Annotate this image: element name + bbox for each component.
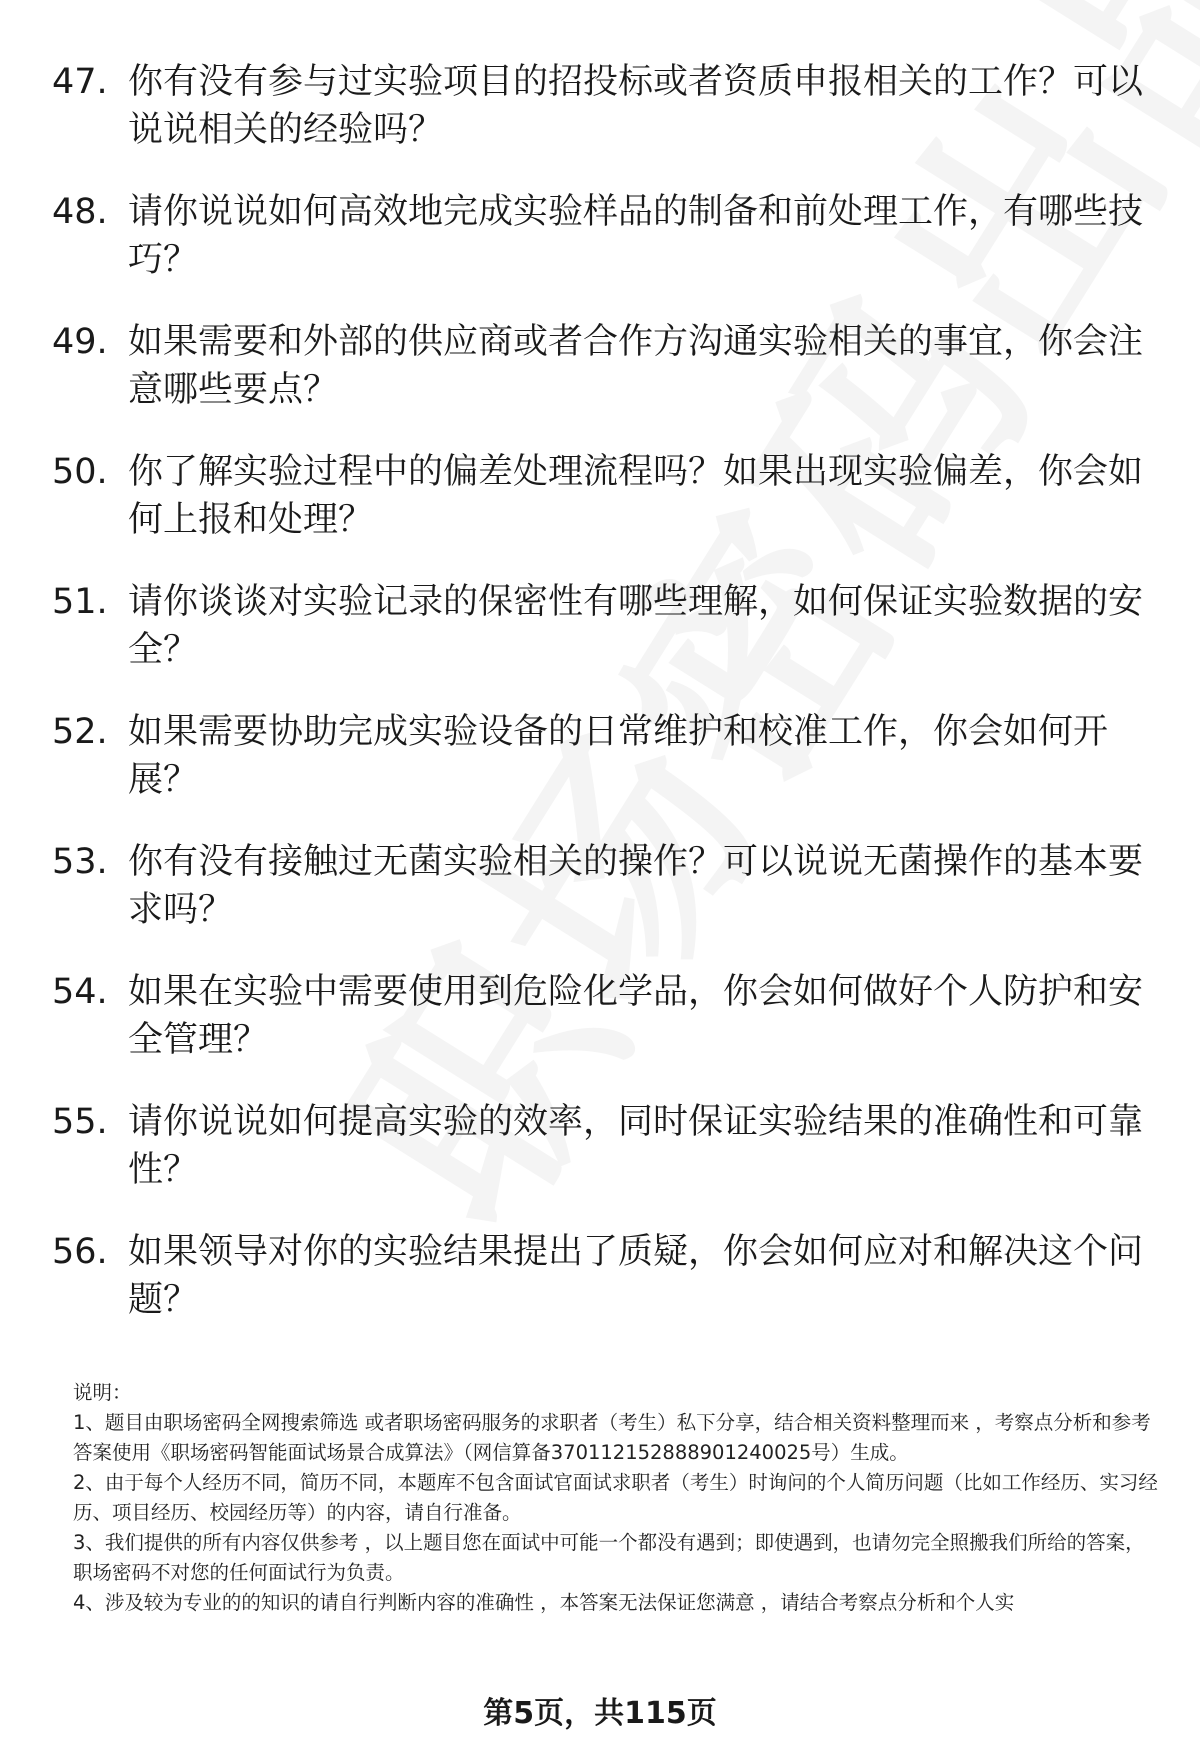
question-text: 你有没有参与过实验项目的招投标或者资质申报相关的工作？可以说说相关的经验吗？ [128,62,1144,150]
question-number: 48. [52,192,108,232]
question-item [52,1098,1152,1194]
question-item [52,838,1152,934]
question-number: 51. [52,582,108,622]
question-item [52,448,1152,544]
question-number: 52. [52,712,108,752]
question-item [52,318,1152,414]
question-text: 请你说说如何高效地完成实验样品的制备和前处理工作，有哪些技巧？ [128,192,1144,280]
note-item: 2、由于每个人经历不同，简历不同，本题库不包含面试官面试求职者（考生）时询问的个人简历问题（比如工作经历、实习经历、项目经历、校园经历等）的内容，请自行准备。 [73,1471,1158,1524]
note-item: 1、题目由职场密码全网搜索筛选 或者职场密码服务的求职者（考生）私下分享，结合相关资料整理而来 ，考察点分析和参考答案使用《职场密码智能面试场景合成算法》（网信算备370112152888901240025号）生成。 [73,1411,1151,1464]
question-text: 如果需要和外部的供应商或者合作方沟通实验相关的事宜，你会注意哪些要点？ [128,322,1144,410]
question-text: 如果需要协助完成实验设备的日常维护和校准工作，你会如何开展？ [128,712,1109,800]
question-number: 53. [52,842,108,882]
question-number: 49. [52,322,108,362]
question-text: 如果在实验中需要使用到危险化学品，你会如何做好个人防护和安全管理？ [128,972,1144,1060]
question-number: 56. [52,1232,108,1272]
notes-heading: 说明： [73,1381,132,1404]
question-text: 请你说说如何提高实验的效率，同时保证实验结果的准确性和可靠性？ [128,1102,1144,1190]
question-number: 47. [52,62,108,102]
question-text: 你有没有接触过无菌实验相关的操作？可以说说无菌操作的基本要求吗？ [128,842,1144,930]
question-item [52,188,1152,284]
question-item [52,708,1152,804]
question-item [52,578,1152,674]
question-text: 你了解实验过程中的偏差处理流程吗？如果出现实验偏差，你会如何上报和处理？ [128,452,1144,540]
question-number: 55. [52,1102,108,1142]
note-item: 3、我们提供的所有内容仅供参考 ，以上题目您在面试中可能一个都没有遇到；即使遇到，也请勿完全照搬我们所给的答案，职场密码不对您的任何面试行为负责。 [73,1531,1145,1584]
question-item [52,1228,1152,1324]
question-list [52,58,1152,1358]
question-text: 请你谈谈对实验记录的保密性有哪些理解，如何保证实验数据的安全？ [128,582,1144,670]
question-item [52,968,1152,1064]
question-item [52,58,1152,154]
question-number: 54. [52,972,108,1012]
notes-section [73,1378,1163,1618]
page-number-footer: 第5页，共115页 [483,1696,717,1731]
question-number: 50. [52,452,108,492]
question-text: 如果领导对你的实验结果提出了质疑，你会如何应对和解决这个问题？ [128,1232,1144,1320]
note-item: 4、涉及较为专业的的知识的请自行判断内容的准确性 ，本答案无法保证您满意 ，请结合考察点分析和个人实 [73,1591,1015,1614]
